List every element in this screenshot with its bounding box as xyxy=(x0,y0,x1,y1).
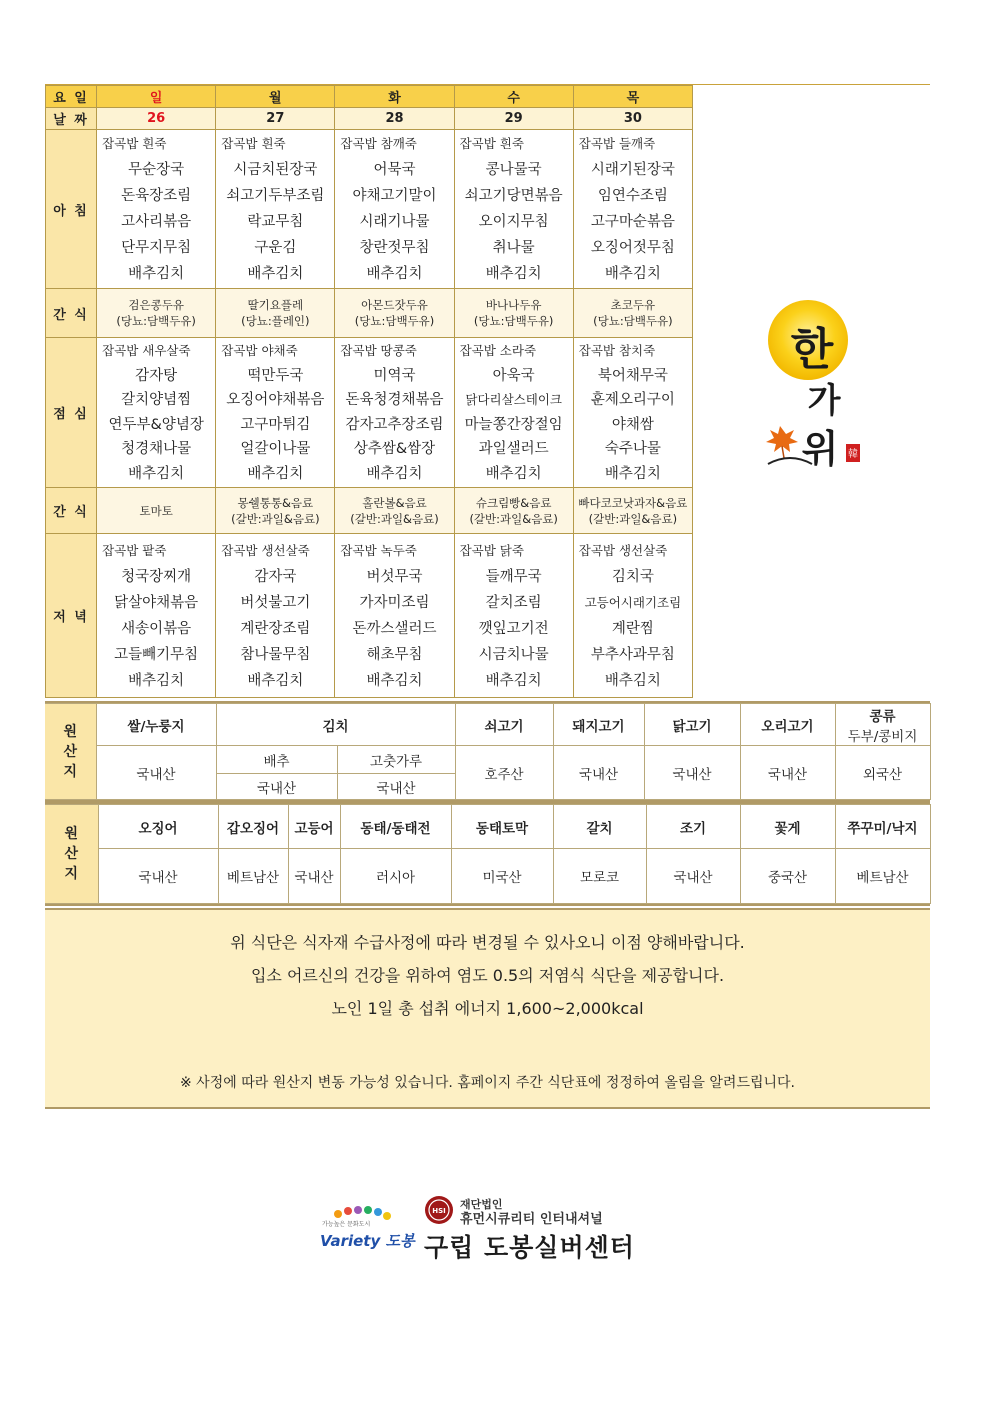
seafood-header: 쭈꾸미/낙지 xyxy=(835,805,930,849)
origin-table-meat xyxy=(45,701,930,802)
pork-header: 돼지고기 xyxy=(553,704,644,746)
beef-origin: 호주산 xyxy=(455,746,553,800)
day-row xyxy=(46,86,693,108)
dinner-row xyxy=(46,534,693,698)
snack-item: (갈반:과일&음료) xyxy=(231,511,320,526)
notice-line: 노인 1일 총 섭취 에너지 1,600~2,000kcal xyxy=(331,999,644,1018)
dish-item: 구운김 xyxy=(254,240,297,256)
variety-tagline: 가능높은 문화도시 xyxy=(322,1221,371,1228)
date-row xyxy=(46,108,693,130)
dish-item: 고구마튀김 xyxy=(240,416,311,433)
dish-item: 오징어젓무침 xyxy=(590,240,675,256)
foundation-type: 재단법인 xyxy=(460,1198,503,1211)
snack-item: (당뇨:플레인) xyxy=(241,314,310,328)
snack-am-row xyxy=(46,289,693,338)
snack-item: 빠다코코낫과자&음료 xyxy=(578,495,688,510)
dish-item: 창란젓무침 xyxy=(359,240,430,256)
dish-item: 배추김치 xyxy=(604,672,661,689)
dish-item: 배추김치 xyxy=(247,266,304,282)
snack-item: (갈반:과일&음료) xyxy=(350,511,439,526)
dish-item: 청국장찌개 xyxy=(121,568,192,585)
dish-item: 숙주나물 xyxy=(604,441,661,457)
dish-item: 얼갈이나물 xyxy=(240,441,311,457)
rice-origin: 국내산 xyxy=(96,746,216,800)
breakfast-cell xyxy=(97,130,216,289)
kimchi-header: 김치 xyxy=(216,704,455,746)
seafood-header: 동태토막 xyxy=(451,805,553,849)
dish-item: 배추김치 xyxy=(485,672,542,689)
notice-line: 위 식단은 식자재 수급사정에 따라 변경될 수 있사오니 이점 양해바랍니다. xyxy=(230,933,745,952)
variety-dobong-logo xyxy=(318,1204,418,1256)
notice-line: 입소 어르신의 건강을 위하여 염도 0.5의 저염식 식단을 제공합니다. xyxy=(250,966,725,985)
dish-item: 시금치나물 xyxy=(478,646,549,663)
dish-item: 배추김치 xyxy=(247,672,304,689)
dish-item: 미역국 xyxy=(373,367,416,384)
snack-item: 바나나두유 xyxy=(485,298,542,312)
dish-item: 버섯불고기 xyxy=(240,594,311,611)
dish-item: 고사리볶음 xyxy=(121,214,192,230)
dish-item: 새송이볶음 xyxy=(121,620,192,637)
seafood-header: 동태/동태전 xyxy=(340,805,451,849)
dish-item: 취나물 xyxy=(492,240,535,256)
dish-item: 계란찜 xyxy=(611,620,654,637)
pepper-label: 고춧가루 xyxy=(337,746,455,774)
dish-item: 감자국 xyxy=(254,568,297,585)
dish-item: 돈까스샐러드 xyxy=(352,620,437,637)
dish-item: 쇠고기두부조림 xyxy=(226,188,325,204)
dish-item: 잡곡밥 소라죽 xyxy=(459,343,537,358)
pepper-origin: 국내산 xyxy=(337,774,455,800)
seal-text: 韓 xyxy=(848,449,858,460)
dish-item: 배추김치 xyxy=(485,465,542,482)
dish-item: 잡곡밥 생선살죽 xyxy=(221,542,310,558)
dish-item: 잡곡밥 흰죽 xyxy=(102,136,167,151)
dish-item: 훈제오리구이 xyxy=(590,392,675,408)
dish-item: 고들빼기무침 xyxy=(114,646,199,663)
seafood-origin: 국내산 xyxy=(98,849,218,904)
snack-am-cell xyxy=(454,289,573,338)
dish-item: 잡곡밥 흰죽 xyxy=(459,136,524,151)
dish-item: 시래기된장국 xyxy=(590,162,675,178)
dish-item: 돈육청경채볶음 xyxy=(345,392,444,408)
seafood-origin: 러시아 xyxy=(340,849,451,904)
dish-item: 잡곡밥 참깨죽 xyxy=(340,136,417,151)
date-cell: 29 xyxy=(454,108,573,130)
seafood-header: 조기 xyxy=(646,805,740,849)
seafood-origin: 베트남산 xyxy=(835,849,930,904)
lunch-cell xyxy=(97,338,216,488)
dish-item: 감자고추장조림 xyxy=(345,416,444,433)
snack-item: (당뇨:담백두유) xyxy=(116,314,196,328)
dish-item: 고등어시래기조림 xyxy=(584,594,682,610)
dish-item: 어묵국 xyxy=(373,162,416,178)
dish-item: 김치국 xyxy=(611,568,654,585)
lunch-row xyxy=(46,338,693,488)
menu-table xyxy=(45,85,693,698)
seafood-header: 오징어 xyxy=(98,805,218,849)
date-label: 날 짜 xyxy=(46,108,97,130)
dish-item: 부추사과무침 xyxy=(590,646,675,663)
snack-pm-cell xyxy=(454,488,573,534)
dish-item: 오징어야채볶음 xyxy=(226,392,325,408)
dish-item: 무순장국 xyxy=(128,162,185,178)
dish-item: 마늘쫑간장절임 xyxy=(464,416,563,433)
dish-item: 야채쌈 xyxy=(611,416,654,433)
dinner-cell xyxy=(573,534,692,698)
dish-item: 잡곡밥 녹두죽 xyxy=(340,542,417,558)
pork-origin: 국내산 xyxy=(553,746,644,800)
origin-side-label: 원 산 지 xyxy=(45,805,98,904)
dish-item: 배추김치 xyxy=(128,465,185,482)
dish-item: 잡곡밥 들깨죽 xyxy=(578,136,656,151)
logo-glyph-2: 가 xyxy=(807,381,841,421)
seafood-origin: 미국산 xyxy=(451,849,553,904)
snack-pm-cell xyxy=(573,488,692,534)
seafood-header: 갈치 xyxy=(553,805,646,849)
dish-item: 쇠고기당면볶음 xyxy=(464,188,563,204)
snack-pm-cell xyxy=(335,488,454,534)
snack-item: 아몬드잣두유 xyxy=(361,298,428,312)
dish-item: 돈육장조림 xyxy=(121,188,192,204)
snack-am-label: 간 식 xyxy=(46,289,97,338)
rice-header: 쌀/누룽지 xyxy=(96,704,216,746)
seafood-header: 고등어 xyxy=(288,805,340,849)
dish-item: 배추김치 xyxy=(128,266,185,282)
dinner-cell xyxy=(454,534,573,698)
dish-item: 단무지무침 xyxy=(121,240,192,256)
dish-item: 잡곡밥 생선살죽 xyxy=(578,542,668,558)
logo-glyph-3: 위 xyxy=(801,426,839,471)
snack-item: (당뇨:담백두유) xyxy=(354,314,435,328)
dish-item: 배추김치 xyxy=(366,465,423,482)
maple-leaf-icon xyxy=(766,426,798,458)
beef-header: 쇠고기 xyxy=(455,704,553,746)
dish-item: 잡곡밥 새우살죽 xyxy=(102,343,191,358)
date-cell: 26 xyxy=(97,108,216,130)
dish-item: 가자미조림 xyxy=(359,594,430,611)
dish-item: 잡곡밥 땅콩죽 xyxy=(340,343,417,358)
dish-item: 배추김치 xyxy=(128,672,185,689)
dish-item: 락교무침 xyxy=(247,214,304,230)
snack-am-cell xyxy=(97,289,216,338)
dish-item: 고구마순볶음 xyxy=(590,214,675,230)
breakfast-cell xyxy=(573,130,692,289)
dish-item: 잡곡밥 흰죽 xyxy=(221,136,286,151)
day-mon: 월 xyxy=(216,86,335,108)
dish-item: 떡만두국 xyxy=(247,367,304,384)
snack-item: (갈반:과일&음료) xyxy=(469,511,558,526)
snack-pm-row xyxy=(46,488,693,534)
dish-item: 배추김치 xyxy=(366,672,423,689)
breakfast-cell xyxy=(216,130,335,289)
dish-item: 배추김치 xyxy=(604,266,661,282)
bean-origin: 외국산 xyxy=(835,746,930,800)
seafood-header: 갑오징어 xyxy=(218,805,288,849)
snack-item: 초코두유 xyxy=(610,298,656,312)
snack-item: 몽쉘통통&음료 xyxy=(237,495,314,510)
snack-pm-cell xyxy=(97,488,216,534)
dish-item: 깻잎고기전 xyxy=(478,620,549,637)
lunch-cell xyxy=(216,338,335,488)
snack-pm-cell xyxy=(216,488,335,534)
lunch-cell xyxy=(335,338,454,488)
dish-item: 아욱국 xyxy=(492,367,535,384)
dish-item: 해초무침 xyxy=(366,646,423,663)
snack-am-cell xyxy=(335,289,454,338)
dinner-label: 저 녁 xyxy=(46,534,97,698)
dinner-cell xyxy=(216,534,335,698)
dinner-cell xyxy=(335,534,454,698)
hsi-seal-icon xyxy=(424,1195,454,1225)
snack-item: (당뇨:담백두유) xyxy=(473,314,554,328)
origin-table-seafood xyxy=(45,802,930,906)
duck-origin: 국내산 xyxy=(740,746,835,800)
lunch-cell xyxy=(573,338,692,488)
snack-item: 슈크림빵&음료 xyxy=(475,495,552,510)
date-cell: 30 xyxy=(573,108,692,130)
dish-item: 콩나물국 xyxy=(485,162,542,178)
dish-item: 임연수조림 xyxy=(597,188,668,204)
dish-item: 잡곡밥 닭죽 xyxy=(459,542,524,558)
seafood-origin: 모로코 xyxy=(553,849,646,904)
origin-side-label: 원 산 지 xyxy=(45,704,96,800)
dish-item: 배추김치 xyxy=(485,266,542,282)
dish-item: 상추쌈&쌈장 xyxy=(353,441,436,457)
dish-item: 과일샐러드 xyxy=(478,441,549,457)
dish-item: 잡곡밥 팥죽 xyxy=(102,542,167,558)
snack-item: 토마토 xyxy=(139,503,173,518)
dish-item: 갈치조림 xyxy=(485,594,542,611)
dish-item: 청경채나물 xyxy=(121,441,192,457)
dish-item: 배추김치 xyxy=(247,465,304,482)
lunch-label: 점 심 xyxy=(46,338,97,488)
day-thu: 목 xyxy=(573,86,692,108)
seafood-origin: 중국산 xyxy=(740,849,835,904)
snack-item: (갈반:과일&음료) xyxy=(588,511,678,526)
dish-item: 배추김치 xyxy=(604,465,661,482)
snack-item: 딸기요플레 xyxy=(247,298,304,312)
dish-item: 오이지무침 xyxy=(478,214,549,230)
svg-text:HSI: HSI xyxy=(432,1207,446,1215)
seafood-origin: 국내산 xyxy=(288,849,340,904)
hangawi-logo xyxy=(760,298,880,478)
logo-glyph-1: 한 xyxy=(790,324,834,375)
dinner-cell xyxy=(97,534,216,698)
snack-item: 검은콩두유 xyxy=(128,298,184,312)
dish-item: 시금치된장국 xyxy=(233,162,318,178)
dish-item: 시래기나물 xyxy=(359,214,430,230)
dish-item: 계란장조림 xyxy=(240,620,311,637)
foundation-name: 휴먼시큐리티 인터내셔널 xyxy=(460,1212,603,1227)
breakfast-row xyxy=(46,130,693,289)
notice-footnote: ※ 사정에 따라 원산지 변동 가능성 있습니다. 홈페이지 주간 식단표에 정정하여 올림을 알려드립니다. xyxy=(180,1075,795,1091)
snack-am-cell xyxy=(216,289,335,338)
dish-item: 감자탕 xyxy=(135,367,178,384)
lunch-cell xyxy=(454,338,573,488)
snack-item: 홀란볼&음료 xyxy=(362,495,427,510)
dish-item: 배추김치 xyxy=(366,266,423,282)
dish-item: 갈치양념찜 xyxy=(121,392,192,408)
dish-item: 연두부&양념장 xyxy=(108,416,204,433)
dish-item: 북어채무국 xyxy=(597,367,668,384)
seafood-origin: 베트남산 xyxy=(218,849,288,904)
dish-item: 버섯무국 xyxy=(366,568,423,585)
date-cell: 27 xyxy=(216,108,335,130)
breakfast-label: 아 침 xyxy=(46,130,97,289)
day-label: 요 일 xyxy=(46,86,97,108)
snack-am-cell xyxy=(573,289,692,338)
dish-item: 잡곡밥 참치죽 xyxy=(578,343,656,358)
dish-item: 참나물무침 xyxy=(240,646,311,663)
dish-item: 야채고기말이 xyxy=(352,188,437,204)
center-name: 구립 도봉실버센터 xyxy=(424,1233,635,1262)
date-cell: 28 xyxy=(335,108,454,130)
snack-item: (당뇨:담백두유) xyxy=(593,314,673,328)
bean-header: 콩류 두부/콩비지 xyxy=(835,704,930,746)
day-sun: 일 xyxy=(97,86,216,108)
dish-item: 닭살야채볶음 xyxy=(114,594,199,611)
chicken-origin: 국내산 xyxy=(644,746,740,800)
breakfast-cell xyxy=(335,130,454,289)
chicken-header: 닭고기 xyxy=(644,704,740,746)
day-wed: 수 xyxy=(454,86,573,108)
snack-pm-label: 간 식 xyxy=(46,488,97,534)
notice-box xyxy=(45,908,930,1109)
dish-item: 들깨무국 xyxy=(485,568,542,585)
day-tue: 화 xyxy=(335,86,454,108)
dish-item: 잡곡밥 야채죽 xyxy=(221,343,298,358)
seafood-header: 꽃게 xyxy=(740,805,835,849)
breakfast-cell xyxy=(454,130,573,289)
variety-logo-text: Variety 도봉 xyxy=(320,1232,415,1250)
cabbage-label: 배추 xyxy=(216,746,337,774)
cabbage-origin: 국내산 xyxy=(216,774,337,800)
seafood-origin: 국내산 xyxy=(646,849,740,904)
duck-header: 오리고기 xyxy=(740,704,835,746)
dish-item: 닭다리살스테이크 xyxy=(465,392,562,407)
